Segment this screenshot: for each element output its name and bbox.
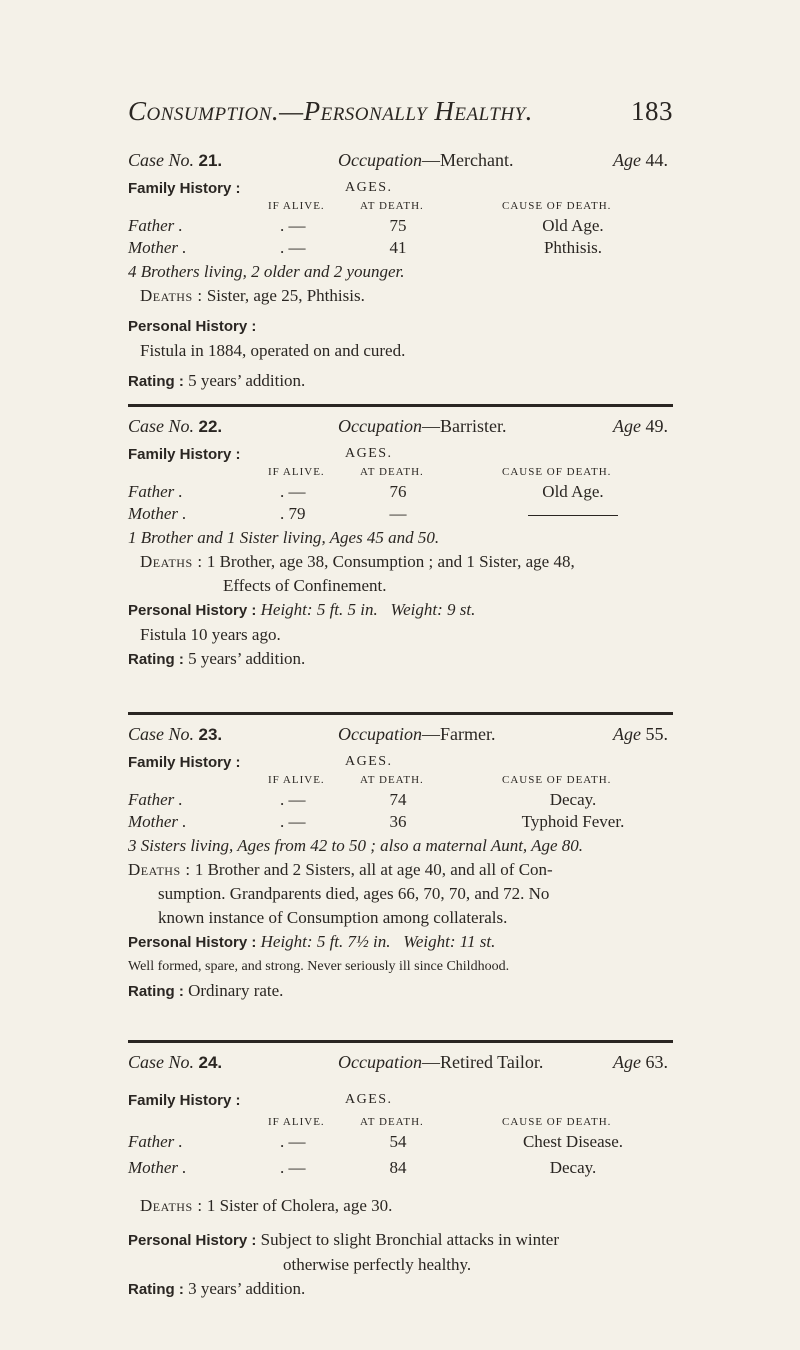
father-row: Father . . — 74 Decay. — [128, 790, 597, 809]
father-row: Father . . — 54 Chest Disease. — [128, 1132, 624, 1151]
personal-history-text: otherwise perfectly healthy. — [283, 1255, 472, 1274]
rating-line: Rating : 5 years’ addition. — [128, 371, 306, 390]
father-row: Father . . — 76 Old Age. — [128, 482, 604, 501]
siblings-line: 1 Brother and 1 Sister living, Ages 45 and 50. — [128, 528, 440, 547]
rating-line: Rating : 3 years’ addition. — [128, 1279, 306, 1298]
siblings-line: 3 Sisters living, Ages from 42 to 50 ; also a maternal Aunt, Age 80. — [128, 836, 584, 855]
personal-history-heading: Personal History : Subject to slight Bronchial attacks in winter — [128, 1230, 560, 1249]
case-occupation: Occupation—Merchant. — [338, 150, 514, 170]
family-history-heading: Family History : AGES. — [128, 754, 393, 771]
blank-cause-rule — [528, 515, 618, 516]
family-history-heading: Family History : AGES. — [128, 180, 393, 197]
personal-history-text: Fistula in 1884, operated on and cured. — [140, 341, 406, 360]
running-head — [128, 96, 673, 127]
deaths-line-cont: sumption. Grandparents died, ages 66, 70, 70, and 72. No — [158, 884, 550, 903]
case-header — [128, 416, 668, 440]
deaths-line: Deaths : 1 Sister of Cholera, age 30. — [140, 1196, 393, 1215]
column-headers: IF ALIVE. AT DEATH. CAUSE OF DEATH. — [268, 774, 612, 786]
deaths-line-cont2: known instance of Consumption among collaterals. — [158, 908, 508, 927]
case-occupation: Occupation—Retired Tailor. — [338, 1052, 544, 1072]
case-number: Case No. 23. — [128, 724, 223, 744]
column-headers: IF ALIVE. AT DEATH. CAUSE OF DEATH. — [268, 1116, 612, 1128]
deaths-line: Deaths : Sister, age 25, Phthisis. — [140, 286, 365, 305]
case-21 — [128, 150, 668, 394]
case-divider — [128, 712, 673, 715]
running-head-title: Consumption.—Personally Healthy. — [128, 96, 533, 126]
case-number: Case No. 24. — [128, 1052, 223, 1072]
case-header — [128, 150, 668, 174]
personal-history-heading: Personal History : Height: 5 ft. 7½ in. Weight: 11 st. — [128, 932, 496, 951]
rating-line: Rating : 5 years’ addition. — [128, 649, 306, 668]
case-divider — [128, 1040, 673, 1043]
case-22 — [128, 416, 668, 672]
father-row: Father . . — 75 Old Age. — [128, 216, 604, 235]
case-occupation: Occupation—Farmer. — [338, 724, 496, 744]
mother-row: Mother . . — 41 Phthisis. — [128, 238, 603, 257]
siblings-line: 4 Brothers living, 2 older and 2 younger. — [128, 262, 405, 281]
mother-row: Mother . . — 36 Typhoid Fever. — [128, 812, 625, 831]
case-occupation: Occupation—Barrister. — [338, 416, 507, 436]
deaths-line: Deaths : 1 Brother and 2 Sisters, all at age 40, and all of Con- — [128, 860, 553, 879]
personal-history-text: Well formed, spare, and strong. Never seriously ill since Childhood. — [128, 959, 510, 974]
column-headers: IF ALIVE. AT DEATH. CAUSE OF DEATH. — [268, 200, 612, 212]
deaths-line-cont: Effects of Confinement. — [223, 576, 387, 595]
personal-history-heading: Personal History : Height: 5 ft. 5 in. Weight: 9 st. — [128, 600, 476, 619]
page-number: 183 — [631, 96, 673, 126]
case-age: Age 63. — [613, 1052, 668, 1072]
column-headers: IF ALIVE. AT DEATH. CAUSE OF DEATH. — [268, 466, 612, 478]
case-age: Age 44. — [613, 150, 668, 170]
rating-line: Rating : Ordinary rate. — [128, 981, 284, 1000]
case-header — [128, 724, 668, 748]
personal-history-heading: Personal History : — [128, 318, 257, 335]
case-header — [128, 1052, 668, 1076]
case-number: Case No. 22. — [128, 416, 223, 436]
case-age: Age 55. — [613, 724, 668, 744]
deaths-line: Deaths : 1 Brother, age 38, Consumption ; and 1 Sister, age 48, — [140, 552, 575, 571]
case-24 — [128, 1052, 668, 1302]
case-number: Case No. 21. — [128, 150, 223, 170]
case-age: Age 49. — [613, 416, 668, 436]
case-divider — [128, 404, 673, 407]
mother-row: Mother . . 79 — — [128, 504, 668, 526]
case-23 — [128, 724, 668, 1004]
mother-row: Mother . . — 84 Decay. — [128, 1158, 597, 1177]
family-history-heading: Family History : AGES. — [128, 1092, 393, 1109]
family-history-heading: Family History : AGES. — [128, 446, 393, 463]
personal-history-text: Fistula 10 years ago. — [140, 625, 281, 644]
